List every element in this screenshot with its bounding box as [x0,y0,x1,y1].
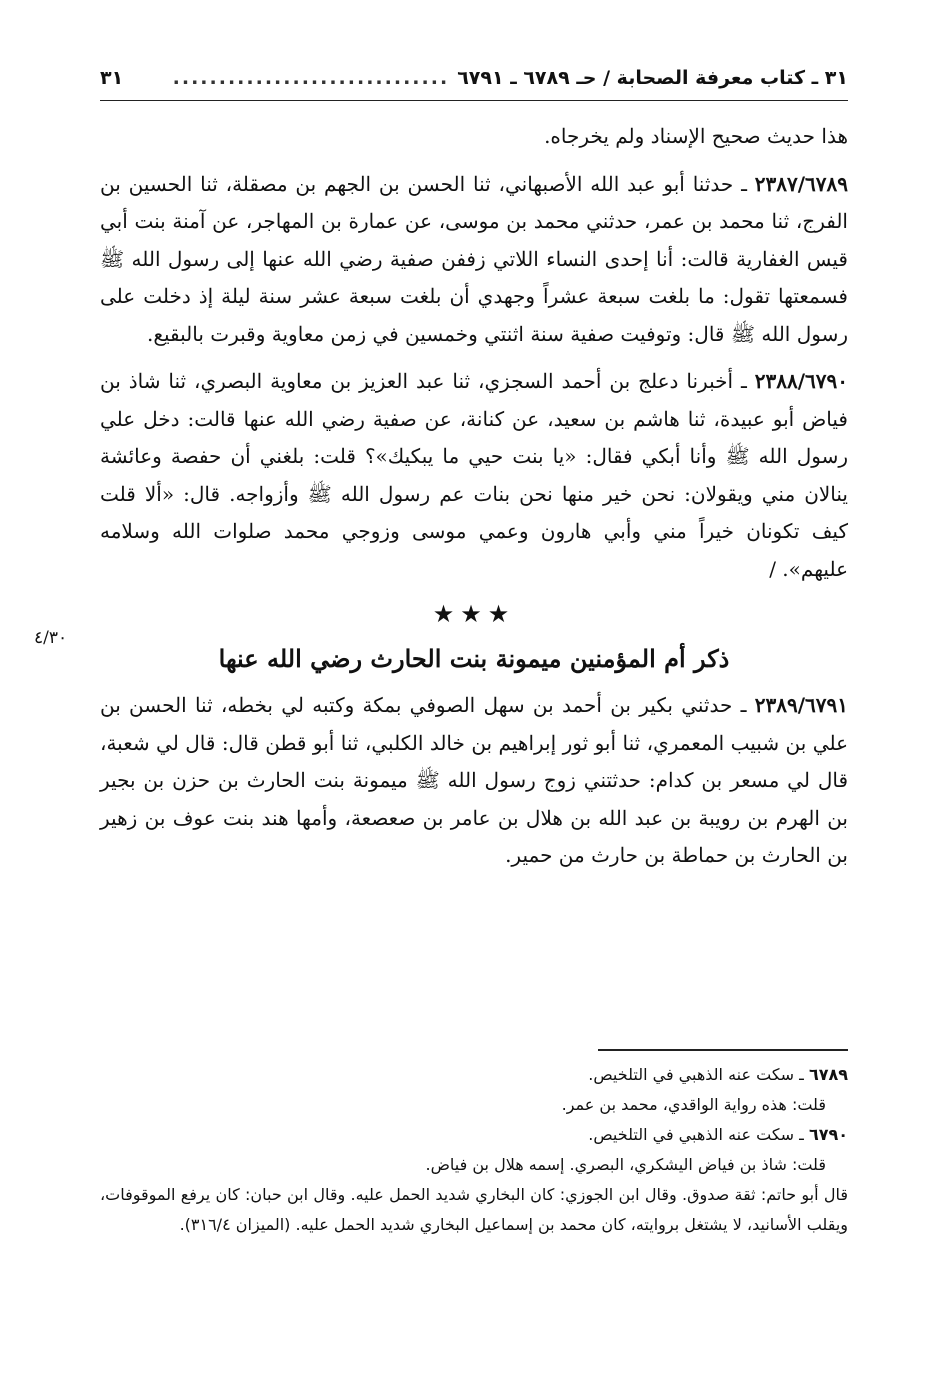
footnote-text: ـ سكت عنه الذهبي في التلخيص. [588,1065,809,1084]
footnote-quote: قال أبو حاتم: ثقة صدوق. وقال ابن الجوزي: كان البخاري شديد الحمل عليه. وقال ابن حبان: كان يرفع الموقوفات، ويقلب الأسانيد، لا يشتغل بروايته، كان محمد بن إسماعيل البخاري شديد الحمل عليه. (الميزان ٣١٦/٤). [100,1185,848,1234]
header-rule [100,100,848,101]
footnotes [100,1060,848,1240]
footnote-6790 [100,1120,848,1150]
header-title: ٣١ ـ كتاب معرفة الصحابة / حـ ٦٧٨٩ ـ ٦٧٩١ [457,67,848,89]
hadith-text: ـ حدثنا أبو عبد الله الأصبهاني، ثنا الحسن بن الجهم بن مصقلة، ثنا الحسين بن الفرج، ثنا محمد بن عمر، حدثني محمد بن موسى، عن عمارة بن المهاجر، عن آمنة بنت أبي قيس الغفارية قالت: أنا إحدى النساء اللاتي زففن صفية رضي الله عنها إلى رسول الله ﷺ فسمعتها تقول: ما بلغت سبعة عشراً وجهدي أن بلغت سبعة عشر سنة ليلة إذ دخلت على رسول الله ﷺ قال: وتوفيت صفية سنة اثنتي وخمسين في زمن معاوية وقبرت بالبقيع. [100,171,848,346]
page-number: ٣١ [100,67,124,89]
paragraph-conclusion: هذا حديث صحيح الإسناد ولم يخرجاه. [544,124,848,148]
hadith-number: ٢٣٨٨/٦٧٩٠ [754,369,848,393]
running-header [100,58,848,98]
footnote-note: قلت: شاذ بن فياض اليشكري، البصري. إسمه هلال بن فياض. [425,1155,826,1174]
footnote-6789 [100,1060,848,1090]
hadith-number: ٢٣٨٩/٦٧٩١ [754,693,848,717]
footnote-rule [598,1049,848,1051]
main-text [100,118,848,875]
hadith-6791 [100,687,848,875]
hadith-text: ـ حدثني بكير بن أحمد بن سهل الصوفي بمكة وكتبه لي بخطه، ثنا الحسن بن علي بن شبيب المعمري، ثنا أبو ثور إبراهيم بن خالد الكلبي، ثنا أبو قطن قال: قال لي شعبة، قال لي مسعر بن كدام: حدثتني زوج رسول الله ﷺ ميمونة بنت الحارث بن حزن بن بجير بن الهرم بن رويبة بن عبد الله بن هلال بن عامر بن صعصعة، وأمها هند بنت عوف بن زهير بن الحارث بن حماطة بن حارث من حمير. [100,693,849,867]
footnote-note: قلت: هذه رواية الواقدي، محمد بن عمر. [561,1095,826,1114]
hadith-6790 [100,363,848,588]
hadith-number: ٢٣٨٧/٦٧٨٩ [754,171,848,196]
footnote-text: ـ سكت عنه الذهبي في التلخيص. [588,1125,809,1144]
hadith-text: ـ أخبرنا دعلج بن أحمد السجزي، ثنا عبد العزيز بن معاوية البصري، ثنا شاذ بن فياض أبو عبيدة، ثنا هاشم بن سعيد، عن كنانة، عن صفية رضي الله عنها قالت: دخل علي رسول الله ﷺ وأنا أبكي فقال: «يا بنت حيي ما يبكيك»؟ قلت: بلغني أن حفصة وعائشة ينالان مني ويقولان: نحن خير منها نحن بنات عم رسول الله ﷺ وأزواجه. قال: «ألا قلت كيف تكونان خيراً مني وأبي هارون وعمي موسى وزوجي محمد صلوات الله وسلامه عليهم». / [100,369,848,581]
section-title: ذكر أم المؤمنين ميمونة بنت الحارث رضي الله عنها [218,643,730,673]
margin-reference: ٤/٣٠ [34,628,68,648]
header-leader-dots: .............................. [172,67,450,89]
section-separator-stars: ★★★ [432,600,516,628]
hadith-6789 [100,166,848,354]
footnote-number: ٦٧٨٩ [808,1065,848,1084]
footnote-number: ٦٧٩٠ [808,1125,848,1144]
